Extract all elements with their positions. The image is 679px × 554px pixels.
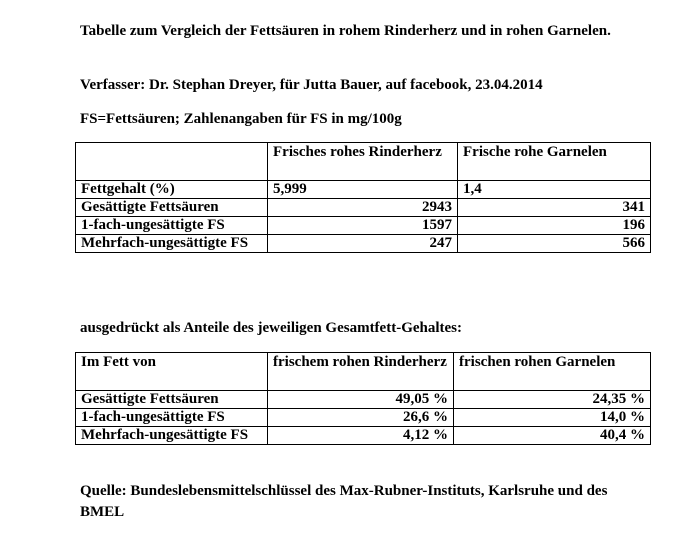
table-row: [76, 235, 651, 253]
shrimp-share: 40,4 %: [454, 427, 651, 445]
source-note: Quelle: Bundeslebensmittelschlüssel des Max-Rubner-Instituts, Karlsruhe und des BMEL: [80, 483, 608, 520]
row-label: Mehrfach-ungesättigte FS: [76, 235, 268, 253]
shrimp-value: 341: [458, 199, 651, 217]
heart-value: 2943: [268, 199, 458, 217]
shrimp-value: 1,4: [458, 181, 651, 199]
table-header-row: [76, 353, 651, 391]
row-label: Gesättigte Fettsäuren: [76, 391, 268, 409]
table-row: [76, 427, 651, 445]
fatty-acid-table: [75, 142, 651, 253]
table-header-cell: Frisches rohes Rinderherz: [268, 143, 458, 181]
heart-value: 247: [268, 235, 458, 253]
heart-share: 26,6 %: [268, 409, 454, 427]
table-row: [76, 181, 651, 199]
shrimp-share: 24,35 %: [454, 391, 651, 409]
row-label: 1-fach-ungesättigte FS: [76, 217, 268, 235]
document-title: Tabelle zum Vergleich der Fettsäuren in rohem Rinderherz und in rohen Garnelen.: [80, 23, 611, 39]
table-header-cell: frischem rohen Rinderherz: [268, 353, 454, 391]
shrimp-value: 566: [458, 235, 651, 253]
heart-share: 49,05 %: [268, 391, 454, 409]
table-header-cell: Frische rohe Garnelen: [458, 143, 651, 181]
table-header-cell: frischen rohen Garnelen: [454, 353, 651, 391]
table-row: [76, 199, 651, 217]
unit-note: FS=Fettsäuren; Zahlenangaben für FS in mg/100g: [80, 111, 402, 127]
table-row: [76, 391, 651, 409]
heart-value: 1597: [268, 217, 458, 235]
fat-share-table: [75, 352, 651, 445]
row-label: Fettgehalt (%): [76, 181, 268, 199]
table-row: [76, 409, 651, 427]
author-line: Verfasser: Dr. Stephan Dreyer, für Jutta Bauer, auf facebook, 23.04.2014: [80, 77, 543, 93]
heart-share: 4,12 %: [268, 427, 454, 445]
heart-value: 5,999: [268, 181, 458, 199]
row-label: Gesättigte Fettsäuren: [76, 199, 268, 217]
shrimp-value: 196: [458, 217, 651, 235]
shrimp-share: 14,0 %: [454, 409, 651, 427]
row-label: Mehrfach-ungesättigte FS: [76, 427, 268, 445]
table-header-cell: [76, 143, 268, 181]
table-row: [76, 217, 651, 235]
table-header-row: [76, 143, 651, 181]
share-intro: ausgedrückt als Anteile des jeweiligen Gesamtfett-Gehaltes:: [80, 320, 463, 336]
table-header-cell: Im Fett von: [76, 353, 268, 391]
row-label: 1-fach-ungesättigte FS: [76, 409, 268, 427]
